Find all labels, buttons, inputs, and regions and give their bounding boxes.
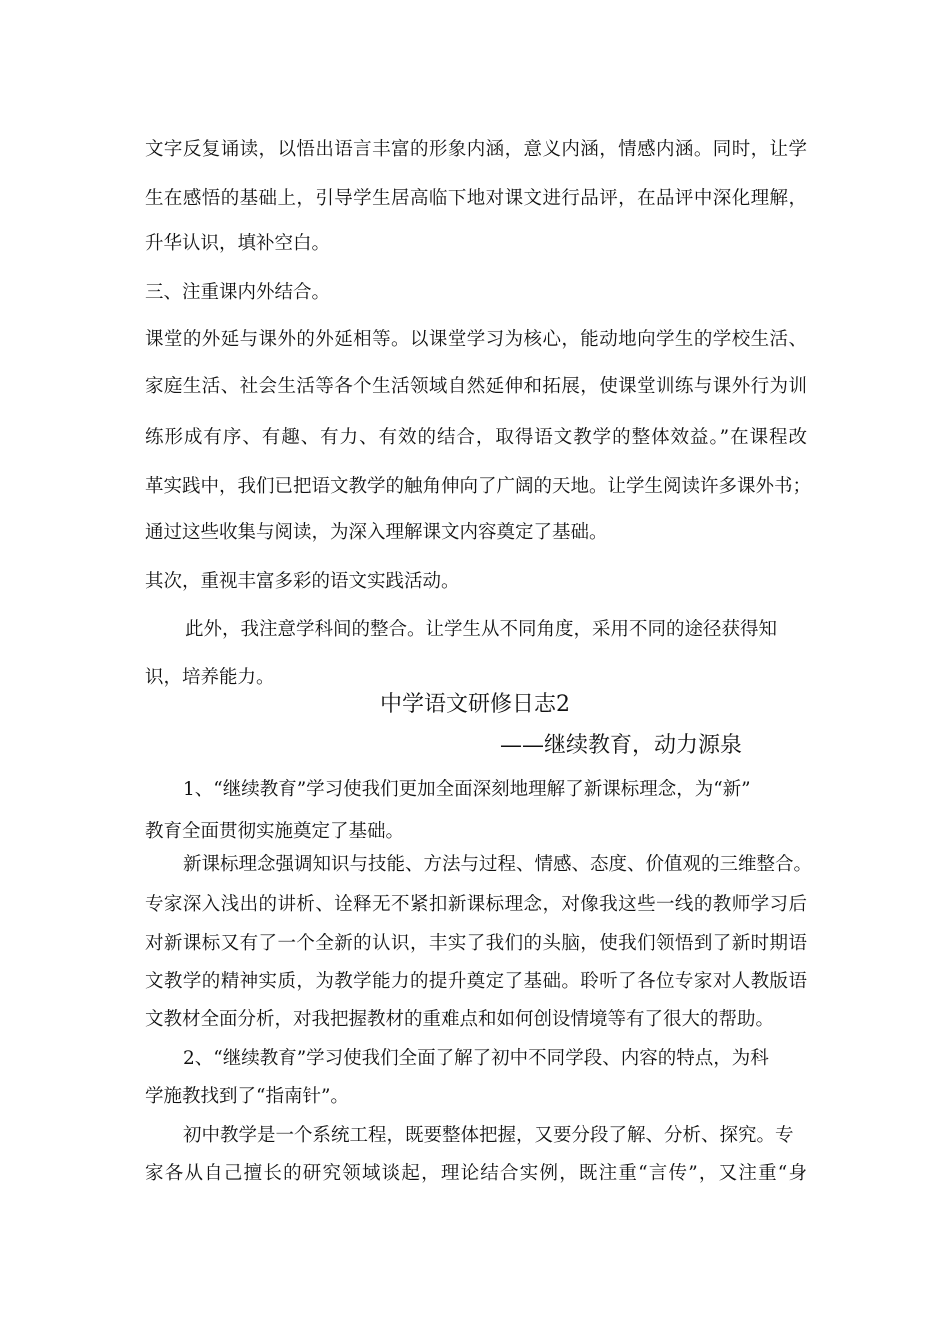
paragraph-line: 升华认识，填补空白。 — [145, 233, 331, 254]
paragraph-line: 学施教找到了“指南针”。 — [145, 1086, 349, 1107]
paragraph-line: 革实践中，我们已把语文教学的触角伸向了广阔的天地。让学生阅读许多课外书； — [145, 476, 812, 497]
paragraph-line: 文教学的精神实质，为教学能力的提升奠定了基础。聆听了各位专家对人教版语 — [145, 971, 807, 992]
paragraph-line: 课堂的外延与课外的外延相等。以课堂学习为核心，能动地向学生的学校生活、 — [145, 329, 807, 350]
document-title: 中学语文研修日志2 — [380, 692, 570, 717]
paragraph-line: 专家深入浅出的讲析、诠释无不紧扣新课标理念，对像我这些一线的教师学习后 — [145, 894, 807, 915]
section-heading: 三、注重课内外结合。 — [145, 282, 331, 303]
paragraph-line: 生在感悟的基础上，引导学生居高临下地对课文进行品评，在品评中深化理解， — [145, 188, 807, 209]
paragraph-line: 其次，重视丰富多彩的语文实践活动。 — [145, 571, 460, 592]
document-subtitle: ——继续教育，动力源泉 — [500, 733, 743, 758]
paragraph-line: 2、“继续教育”学习使我们全面了解了初中不同学段、内容的特点，为科 — [183, 1048, 769, 1069]
paragraph-line: 通过这些收集与阅读，为深入理解课文内容奠定了基础。 — [145, 522, 608, 543]
paragraph-line: 文教材全面分析，对我把握教材的重难点和如何创设情境等有了很大的帮助。 — [145, 1009, 775, 1030]
paragraph-line: 新课标理念强调知识与技能、方法与过程、情感、态度、价值观的三维整合。 — [183, 854, 813, 875]
paragraph-line: 对新课标又有了一个全新的认识，丰实了我们的头脑，使我们领悟到了新时期语 — [145, 933, 807, 954]
paragraph-line: 此外，我注意学科间的整合。让学生从不同角度，采用不同的途径获得知 — [185, 619, 778, 640]
paragraph-line: 家庭生活、社会生活等各个生活领域自然延伸和拓展，使课堂训练与课外行为训 — [145, 376, 807, 397]
paragraph-line: 练形成有序、有趣、有力、有效的结合，取得语文教学的整体效益。”在课程改 — [145, 427, 807, 448]
paragraph-line: 识，培养能力。 — [145, 667, 275, 688]
paragraph-line: 初中教学是一个系统工程，既要整体把握，又要分段了解、分析、探究。专 — [183, 1125, 794, 1146]
paragraph-line: 教育全面贯彻实施奠定了基础。 — [145, 821, 405, 842]
paragraph-line: 文字反复诵读，以悟出语言丰富的形象内涵，意义内涵，情感内涵。同时，让学 — [145, 139, 807, 160]
paragraph-line: 1、“继续教育”学习使我们更加全面深刻地理解了新课标理念，为“新” — [183, 779, 751, 800]
paragraph-line: 家各从自己擅长的研究领域谈起，理论结合实例，既注重“言传”，又注重“身 — [145, 1163, 807, 1184]
